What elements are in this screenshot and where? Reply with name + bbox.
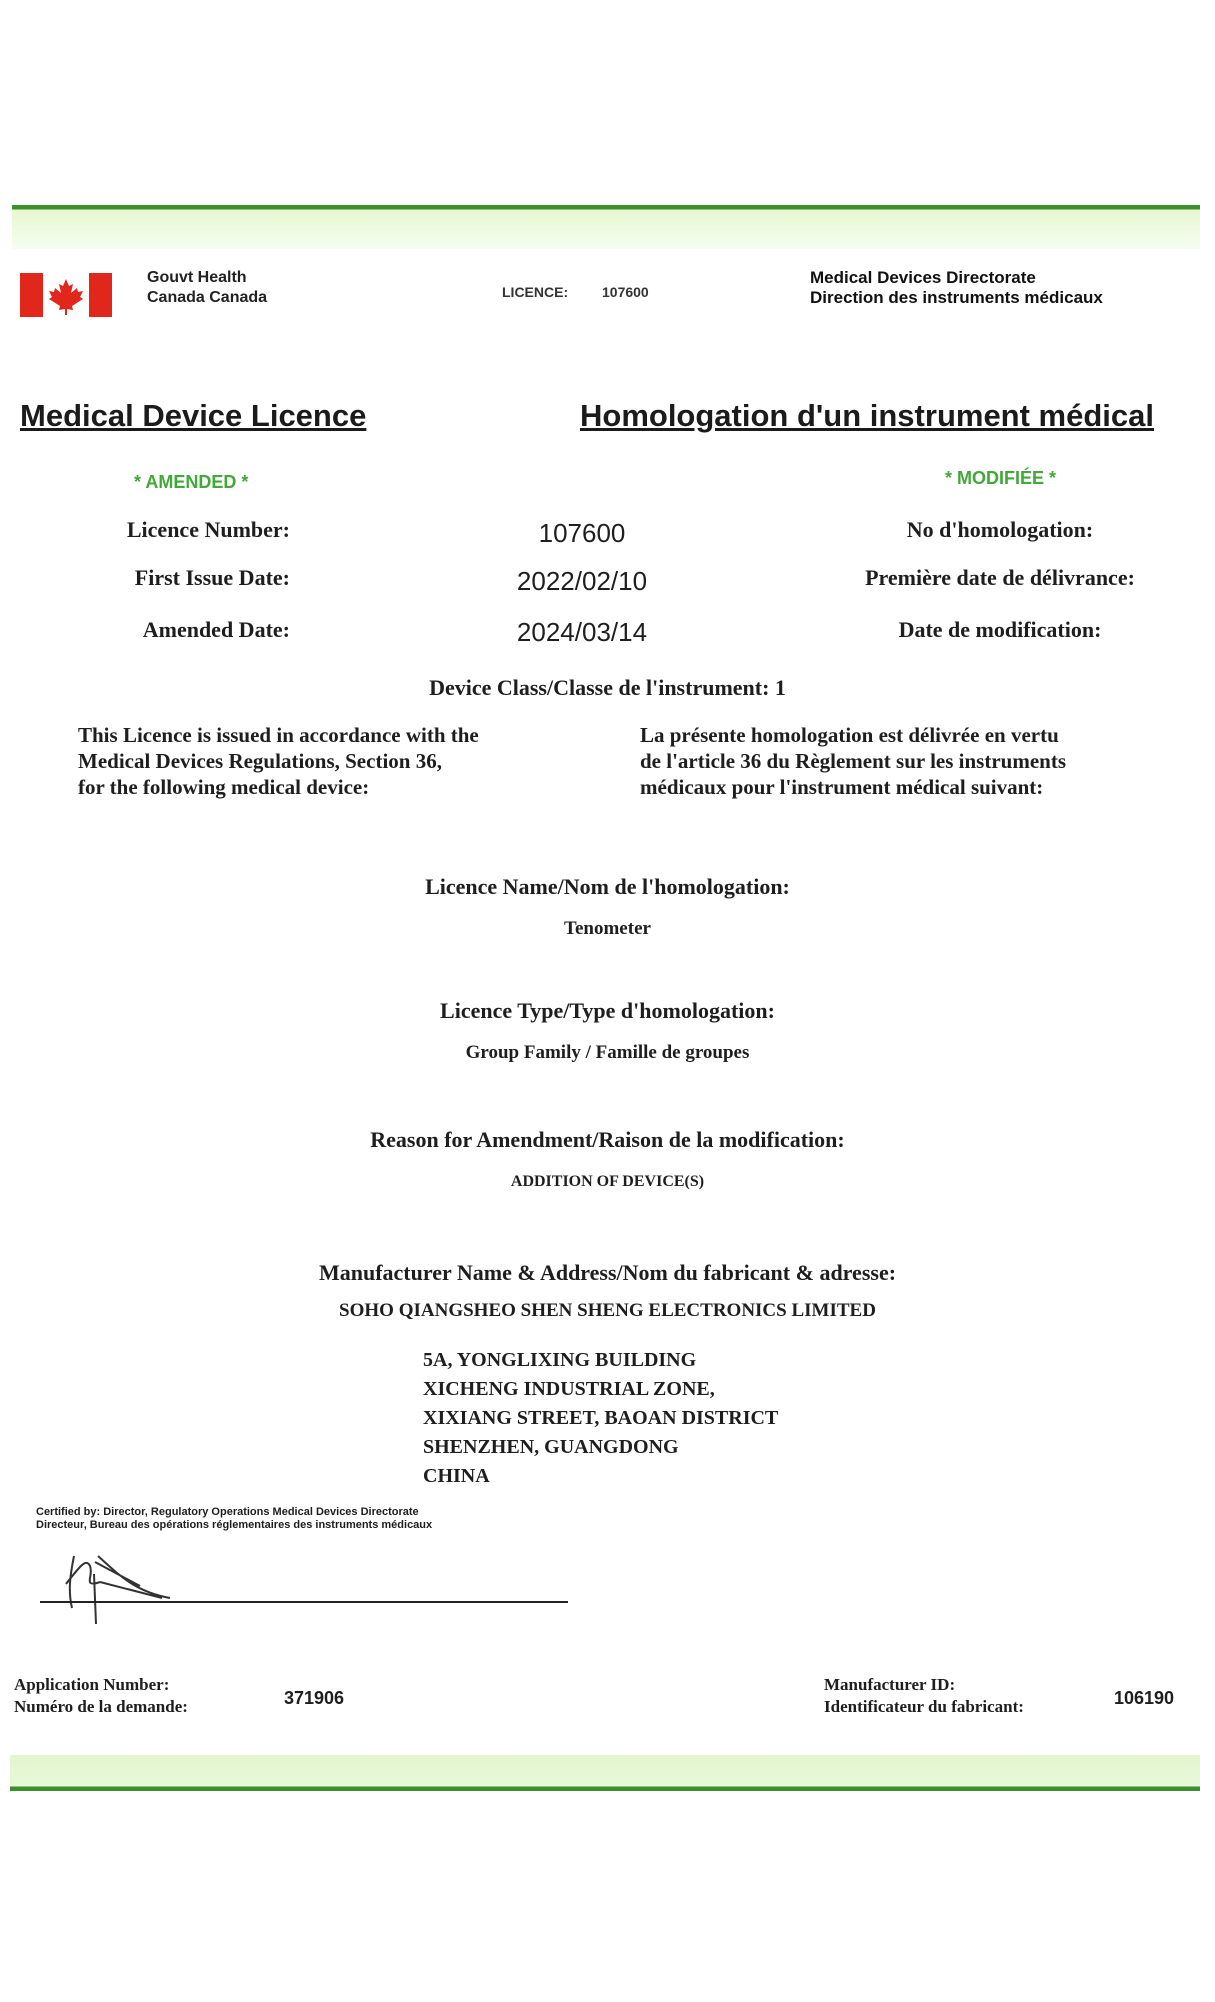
address-line: CHINA (423, 1465, 490, 1487)
first-issue-date-label-en: First Issue Date: (134, 565, 290, 590)
footer-band (10, 1755, 1200, 1791)
header-band (12, 205, 1200, 249)
amended-date-label-en: Amended Date: (142, 617, 290, 642)
licence-name-value: Tenometer (564, 918, 651, 939)
title-en: Medical Device Licence (20, 398, 367, 433)
manufacturer-id-label (824, 1674, 1024, 1718)
statement-fr-line: La présente homologation est délivrée en vertu (640, 723, 1059, 747)
address-line: XICHENG INDUSTRIAL ZONE, (423, 1378, 715, 1400)
statement-en-line: Medical Devices Regulations, Section 36, (78, 749, 442, 773)
application-number-label-en: Application Number: (14, 1675, 170, 1694)
licence-type-value: Group Family / Famille de groupes (465, 1042, 750, 1063)
statement-fr-line: médicaux pour l'instrument médical suivant: (640, 775, 1044, 799)
licence-number-label-fr: No d'homologation: (906, 517, 1094, 542)
licence-type-label: Licence Type/Type d'homologation: (440, 998, 775, 1023)
manufacturer-id-label-en: Manufacturer ID: (824, 1675, 956, 1694)
application-number-label-fr: Numéro de la demande: (14, 1697, 188, 1716)
first-issue-date-label-fr: Première date de délivrance: (865, 565, 1135, 590)
program-name-en: Medical Devices Directorate (810, 268, 1036, 287)
certification-line: Certified by: Director, Regulatory Operations Medical Devices Directorate (36, 1506, 419, 1518)
address-line: SHENZHEN, GUANGDONG (423, 1436, 679, 1458)
amended-badge-fr: * MODIFIÉE * (945, 468, 1057, 488)
licence-name-label: Licence Name/Nom de l'homologation: (425, 874, 790, 899)
manufacturer-id-label-fr: Identificateur du fabricant: (824, 1697, 1024, 1716)
statement-fr-line: de l'article 36 du Règlement sur les instruments (640, 749, 1066, 773)
title-fr: Homologation d'un instrument médical (580, 398, 1154, 433)
application-number-label (14, 1674, 188, 1718)
manufacturer-id-value: 106190 (1114, 1688, 1175, 1708)
application-number-value: 371906 (284, 1688, 345, 1708)
header-licence-label: LICENCE: (502, 284, 569, 300)
statement-en-line: for the following medical device: (78, 775, 370, 799)
address-line: 5A, YONGLIXING BUILDING (423, 1349, 697, 1371)
statement-en-line: This Licence is issued in accordance with the (78, 723, 479, 747)
device-class: Device Class/Classe de l'instrument: 1 (429, 675, 786, 700)
manufacturer-name: SOHO QIANGSHEO SHEN SHENG ELECTRONICS LIMITED (339, 1300, 876, 1321)
program-name (810, 268, 1103, 308)
amendment-reason-value: ADDITION OF DEVICE(S) (510, 1173, 705, 1190)
manufacturer-label: Manufacturer Name & Address/Nom du fabricant & adresse: (318, 1260, 897, 1285)
licence-number-label-en: Licence Number: (126, 517, 290, 542)
signature-line (40, 1601, 568, 1603)
certification-line: Directeur, Bureau des opérations réglementaires des instruments médicaux (36, 1519, 433, 1531)
agency-name-fr: Canada Canada (147, 289, 268, 306)
amended-date-value: 2024/03/14 (516, 617, 648, 647)
manufacturer-address (423, 1346, 778, 1491)
certification-text (36, 1506, 432, 1532)
first-issue-date-value: 2022/02/10 (516, 566, 648, 596)
agency-name-en: Gouvt Health (147, 269, 247, 286)
amendment-reason-label: Reason for Amendment/Raison de la modification: (370, 1127, 845, 1152)
statement-en (78, 722, 479, 800)
agency-name (147, 268, 267, 308)
signature-icon (40, 1536, 200, 1626)
amended-date-label-fr: Date de modification: (898, 617, 1102, 642)
licence-number-value: 107600 (538, 518, 626, 548)
header-licence-value: 107600 (602, 284, 649, 300)
canada-flag-icon (20, 273, 112, 317)
address-line: XIXIANG STREET, BAOAN DISTRICT (423, 1407, 779, 1429)
amended-badge-en: * AMENDED * (134, 472, 249, 492)
statement-fr (640, 722, 1066, 800)
program-name-fr: Direction des instruments médicaux (810, 288, 1103, 307)
